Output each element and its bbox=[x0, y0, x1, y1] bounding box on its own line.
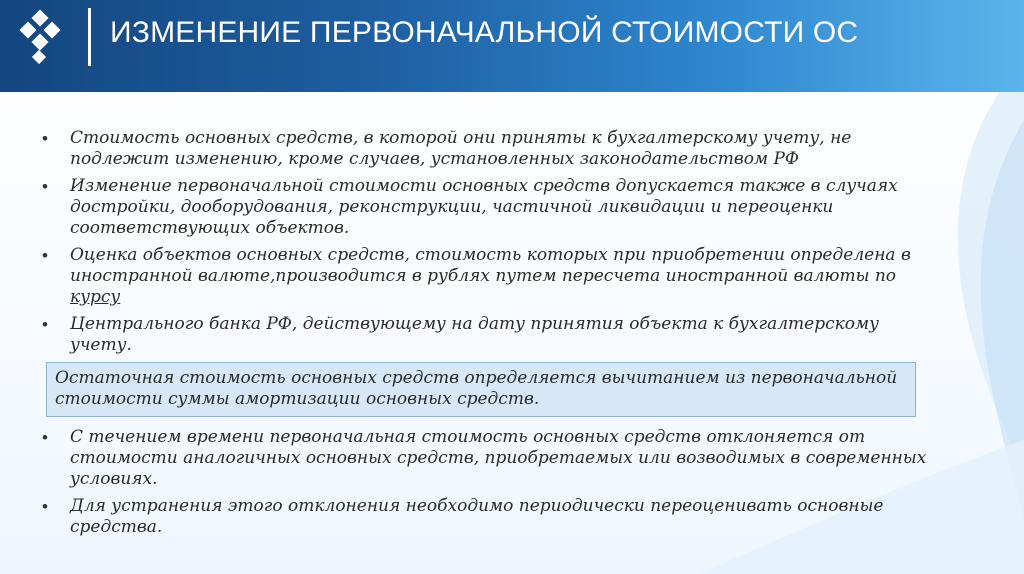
rate-link[interactable]: курсу bbox=[70, 287, 121, 307]
slide-content bbox=[40, 128, 940, 544]
bullet-item: • Центрального банка РФ, действующему на дату принятия объекта к бухгалтерскому учету. bbox=[40, 314, 940, 356]
bullet-text: Оценка объектов основных средств, стоимость которых при приобретении определена в иностранной валюте,производится в рублях путем пересчета иностранной валюты по bbox=[70, 245, 911, 286]
bullet-item: • Для устранения этого отклонения необходимо периодически переоценивать основные средства. bbox=[40, 496, 940, 538]
bullet-item: • Стоимость основных средств, в которой они приняты к бухгалтерскому учету, не подлежит изменению, кроме случаев, установленных законодательством РФ bbox=[40, 128, 940, 170]
bullet-item bbox=[40, 245, 940, 308]
bullet-item: • С течением времени первоначальная стоимость основных средств отклоняется от стоимости аналогичных основных средств, приобретаемых или возводимых в современных условиях. bbox=[40, 427, 940, 490]
header-bar bbox=[0, 0, 1024, 92]
diamond-grid-logo-icon bbox=[10, 6, 74, 70]
bullet-item: • Изменение первоначальной стоимости основных средств допускается также в случаях достройки, дооборудования, реконструкции, частичной ликвидации и переоценки соответствующих объектов. bbox=[40, 176, 940, 239]
highlight-callout: Остаточная стоимость основных средств определяется вычитанием из первоначальной стоимости суммы амортизации основных средств. bbox=[46, 362, 916, 417]
header-divider bbox=[88, 8, 91, 66]
page-title: ИЗМЕНЕНИЕ ПЕРВОНАЧАЛЬНОЙ СТОИМОСТИ ОС bbox=[110, 16, 859, 49]
